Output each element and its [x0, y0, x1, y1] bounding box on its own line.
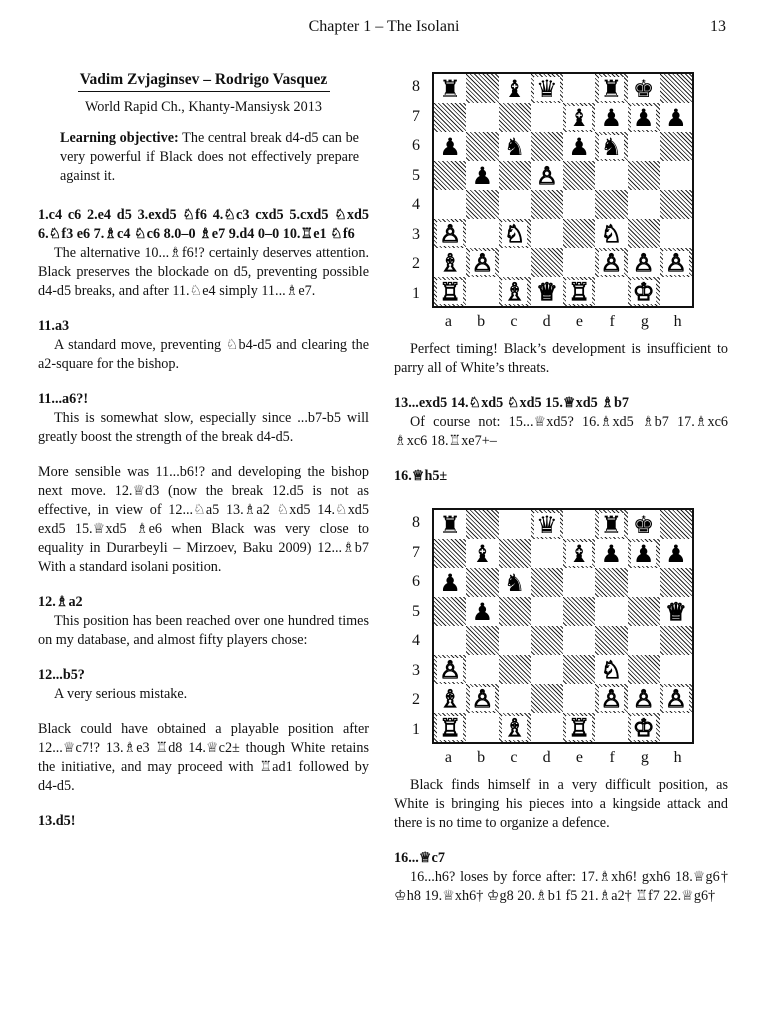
move-13b: 13...exd5 14.♘xd5 ♘xd5 15.♕xd5 ♗b7: [394, 395, 629, 411]
dark-square: [660, 626, 692, 655]
light-square: [499, 248, 531, 277]
rank-label: 6: [412, 573, 420, 591]
annotation-p8: Perfect timing! Black’s development is insufficient to parry all of White’s threats.: [394, 341, 728, 376]
black-queen-icon: ♛: [536, 510, 558, 539]
light-square: [563, 248, 595, 277]
light-square: [660, 161, 692, 190]
file-label: g: [640, 313, 649, 330]
white-king-icon: ♔: [632, 713, 655, 742]
rank-labels: [406, 508, 426, 744]
dark-square: [660, 132, 692, 161]
dark-square: [499, 597, 531, 626]
rank-label: 6: [412, 137, 420, 155]
white-pawn-icon: ♙: [471, 684, 494, 713]
light-square: [531, 713, 563, 742]
chapter-title: Chapter 1 – The Isolani: [308, 18, 460, 35]
light-square: [563, 626, 595, 655]
light-square: [466, 219, 498, 248]
white-pawn-icon: ♙: [665, 248, 687, 277]
light-square: [434, 190, 466, 219]
rank-label: 2: [412, 255, 420, 273]
objective-label: Learning objective:: [60, 130, 179, 146]
dark-square: [499, 655, 531, 684]
light-square: [563, 510, 595, 539]
black-pawn-icon: ♟: [471, 597, 494, 626]
dark-square: [660, 190, 692, 219]
light-square: [660, 219, 692, 248]
file-label: c: [510, 749, 518, 766]
dark-square: [531, 132, 563, 161]
dark-square: [531, 626, 563, 655]
dark-square: [466, 510, 498, 539]
black-queen-icon: ♛: [536, 74, 558, 103]
white-rook-icon: ♖: [439, 713, 461, 742]
rank-label: 7: [412, 107, 420, 125]
light-square: [563, 74, 595, 103]
file-labels: [432, 312, 694, 332]
white-pawn-icon: ♙: [600, 684, 623, 713]
file-label: h: [673, 313, 682, 330]
chess-diagram-2: [394, 498, 728, 768]
file-label: a: [444, 749, 452, 766]
black-knight-icon: ♞: [503, 132, 526, 161]
dark-square: [563, 655, 595, 684]
white-king-icon: ♔: [632, 277, 655, 306]
dark-square: [466, 190, 498, 219]
dark-square: [563, 161, 595, 190]
white-pawn-icon: ♙: [600, 248, 623, 277]
light-square: [531, 103, 563, 132]
annotation-p6: A very serious mistake.: [54, 686, 188, 702]
dark-square: [499, 103, 531, 132]
rank-label: 5: [412, 602, 420, 620]
light-square: [660, 277, 692, 306]
black-bishop-icon: ♝: [568, 539, 590, 568]
rank-label: 2: [412, 691, 420, 709]
annotation-p2: A standard move, preventing ♘b4-d5 and clearing the a2-square for the bishop.: [38, 337, 369, 372]
light-square: [628, 132, 660, 161]
dark-square: [531, 684, 563, 713]
file-label: a: [444, 313, 452, 330]
dark-square: [595, 190, 627, 219]
dark-square: [434, 597, 466, 626]
light-square: [563, 190, 595, 219]
white-bishop-icon: ♗: [439, 684, 461, 713]
move-11: 11.a3: [38, 318, 70, 334]
white-rook-icon: ♖: [439, 277, 461, 306]
dark-square: [531, 190, 563, 219]
rank-label: 3: [412, 225, 420, 243]
light-square: [595, 597, 627, 626]
black-bishop-icon: ♝: [471, 539, 494, 568]
dark-square: [563, 597, 595, 626]
white-pawn-icon: ♙: [632, 248, 655, 277]
light-square: [660, 713, 692, 742]
file-label: g: [640, 749, 649, 766]
rank-labels: [406, 72, 426, 308]
light-square: [563, 568, 595, 597]
black-pawn-icon: ♟: [600, 103, 623, 132]
light-square: [466, 713, 498, 742]
move-13: 13.d5!: [38, 813, 76, 829]
file-label: f: [609, 313, 615, 330]
light-square: [466, 277, 498, 306]
spacer: [38, 447, 369, 463]
white-bishop-icon: ♗: [503, 713, 526, 742]
annotation-p3: This is somewhat slow, especially since ...b7-b5 will greatly boost the strength of the break d4-d5.: [38, 410, 369, 445]
black-king-icon: ♚: [632, 74, 655, 103]
black-rook-icon: ♜: [439, 510, 461, 539]
dark-square: [563, 219, 595, 248]
light-square: [499, 626, 531, 655]
annotation-p11: 16...h6? loses by force after: 17.♗xh6! gxh6 18.♕g6† ♔h8 19.♕xh6† ♔g8 20.♗b1 f5 21.♗a2† ♖f7 22.♕g6†: [394, 869, 728, 904]
light-square: [531, 219, 563, 248]
annotation-p1: The alternative 10...♗f6!? certainly deserves attention. Black preserves the blockade on d5, preventing possible d4-d5 breaks, and after 11.♘e4 simply 11...♗e7.: [38, 245, 369, 299]
annotation-p4: More sensible was 11...b6!? and developing the bishop next move. 12.♕d3 (now the break 12.d5 is not as effective, in view of 12...♘a5 13.♗a2 ♘xd5 14.♘xd5 exd5 15.♕xd5 ♗e6 when Black was very close to equality in Durarbeyli – Mirzoev, Baku 2009) 12...♗b7 With a standard isolani position.: [38, 464, 369, 575]
black-bishop-icon: ♝: [568, 103, 590, 132]
dark-square: [531, 248, 563, 277]
light-square: [531, 597, 563, 626]
annotation-p10: Black finds himself in a very difficult position, as White is bringing his pieces into a kingside attack and there is no time to organize a defence.: [394, 777, 728, 831]
black-rook-icon: ♜: [600, 74, 623, 103]
annotation-p5: This position has been reached over one hundred times on my database, and almost fifty players chose:: [38, 613, 369, 648]
game-title: Vadim Zvjaginsev – Rodrigo Vasquez: [79, 71, 328, 88]
light-square: [434, 626, 466, 655]
light-square: [563, 684, 595, 713]
light-square: [466, 655, 498, 684]
file-label: d: [542, 749, 551, 766]
black-pawn-icon: ♟: [439, 568, 461, 597]
dark-square: [628, 597, 660, 626]
dark-square: [466, 74, 498, 103]
white-rook-icon: ♖: [568, 277, 590, 306]
annotation-p9: Of course not: 15...♕xd5? 16.♗xd5 ♗b7 17.♗xc6 ♗xc6 18.♖xe7+–: [394, 414, 728, 449]
file-label: e: [575, 749, 583, 766]
black-knight-icon: ♞: [503, 568, 526, 597]
dark-square: [595, 626, 627, 655]
dark-square: [434, 103, 466, 132]
chess-board: [432, 72, 694, 308]
black-knight-icon: ♞: [600, 132, 623, 161]
rank-label: 8: [412, 514, 420, 532]
dark-square: [628, 655, 660, 684]
white-bishop-icon: ♗: [503, 277, 526, 306]
white-pawn-icon: ♙: [439, 219, 461, 248]
page-number: 13: [710, 18, 726, 35]
dark-square: [466, 132, 498, 161]
black-king-icon: ♚: [632, 510, 655, 539]
light-square: [595, 713, 627, 742]
dark-square: [628, 219, 660, 248]
page-header: [0, 18, 768, 42]
white-bishop-icon: ♗: [439, 248, 461, 277]
objective-text: The central break d4-d5 can be very powerful if Black does not effectively prepare against it.: [60, 130, 359, 184]
black-pawn-icon: ♟: [665, 103, 687, 132]
dark-square: [434, 539, 466, 568]
rank-label: 1: [412, 284, 420, 302]
white-queen-icon: ♕: [536, 277, 558, 306]
light-square: [660, 655, 692, 684]
dark-square: [628, 161, 660, 190]
opening-moves: 1.c4 c6 2.e4 d5 3.exd5 ♘f6 4.♘c3 cxd5 5.cxd5 ♘xd5 6.♘f3 e6 7.♗c4 ♘c6 8.0–0 ♗e7 9.d4 0–0 10.♖e1 ♘f6: [38, 207, 369, 242]
white-rook-icon: ♖: [568, 713, 590, 742]
white-knight-icon: ♘: [600, 655, 623, 684]
learning-objective: [60, 129, 359, 186]
dark-square: [466, 626, 498, 655]
file-label: b: [477, 313, 486, 330]
game-event: World Rapid Ch., Khanty-Mansiysk 2013: [85, 99, 322, 115]
white-queen-icon: ♕: [665, 597, 687, 626]
white-pawn-icon: ♙: [632, 684, 655, 713]
black-pawn-icon: ♟: [568, 132, 590, 161]
light-square: [595, 161, 627, 190]
light-square: [628, 190, 660, 219]
file-label: b: [477, 749, 486, 766]
file-label: h: [673, 749, 682, 766]
black-pawn-icon: ♟: [632, 103, 655, 132]
chess-diagram-1: [394, 62, 728, 332]
move-11b: 11...a6?!: [38, 391, 89, 407]
file-label: e: [575, 313, 583, 330]
move-12: 12.♗a2: [38, 594, 83, 610]
black-pawn-icon: ♟: [665, 539, 687, 568]
right-column: [394, 62, 728, 906]
title-rule: [78, 91, 330, 92]
dark-square: [660, 510, 692, 539]
rank-label: 8: [412, 78, 420, 96]
rank-label: 1: [412, 720, 420, 738]
light-square: [628, 626, 660, 655]
light-square: [531, 539, 563, 568]
file-label: c: [510, 313, 518, 330]
move-16b: 16...♕c7: [394, 850, 445, 866]
dark-square: [466, 568, 498, 597]
dark-square: [660, 568, 692, 597]
light-square: [499, 510, 531, 539]
move-16: 16.♕h5±: [394, 468, 448, 484]
light-square: [499, 684, 531, 713]
black-pawn-icon: ♟: [632, 539, 655, 568]
dark-square: [499, 539, 531, 568]
light-square: [466, 103, 498, 132]
annotation-p7: Black could have obtained a playable position after 12...♕c7!? 13.♗e3 ♖d8 14.♕c2± though White retains the initiative, and may proceed with ♖ad1 followed by d4-d5.: [38, 721, 369, 794]
black-bishop-icon: ♝: [503, 74, 526, 103]
rank-label: 4: [412, 632, 420, 650]
dark-square: [595, 568, 627, 597]
black-rook-icon: ♜: [439, 74, 461, 103]
white-knight-icon: ♘: [503, 219, 526, 248]
rank-label: 4: [412, 196, 420, 214]
black-pawn-icon: ♟: [439, 132, 461, 161]
dark-square: [499, 161, 531, 190]
light-square: [499, 190, 531, 219]
light-square: [531, 655, 563, 684]
black-pawn-icon: ♟: [471, 161, 494, 190]
black-pawn-icon: ♟: [600, 539, 623, 568]
spacer: [38, 704, 369, 720]
move-12b: 12...b5?: [38, 667, 85, 683]
rank-label: 3: [412, 661, 420, 679]
white-pawn-icon: ♙: [471, 248, 494, 277]
light-square: [595, 277, 627, 306]
file-label: f: [609, 749, 615, 766]
light-square: [628, 568, 660, 597]
dark-square: [531, 568, 563, 597]
dark-square: [660, 74, 692, 103]
white-pawn-icon: ♙: [665, 684, 687, 713]
file-labels: [432, 748, 694, 768]
dark-square: [434, 161, 466, 190]
rank-label: 5: [412, 166, 420, 184]
file-label: d: [542, 313, 551, 330]
white-knight-icon: ♘: [600, 219, 623, 248]
chess-board: [432, 508, 694, 744]
rank-label: 7: [412, 543, 420, 561]
white-pawn-icon: ♙: [439, 655, 461, 684]
white-pawn-icon: ♙: [536, 161, 558, 190]
black-rook-icon: ♜: [600, 510, 623, 539]
left-column: [38, 62, 369, 831]
